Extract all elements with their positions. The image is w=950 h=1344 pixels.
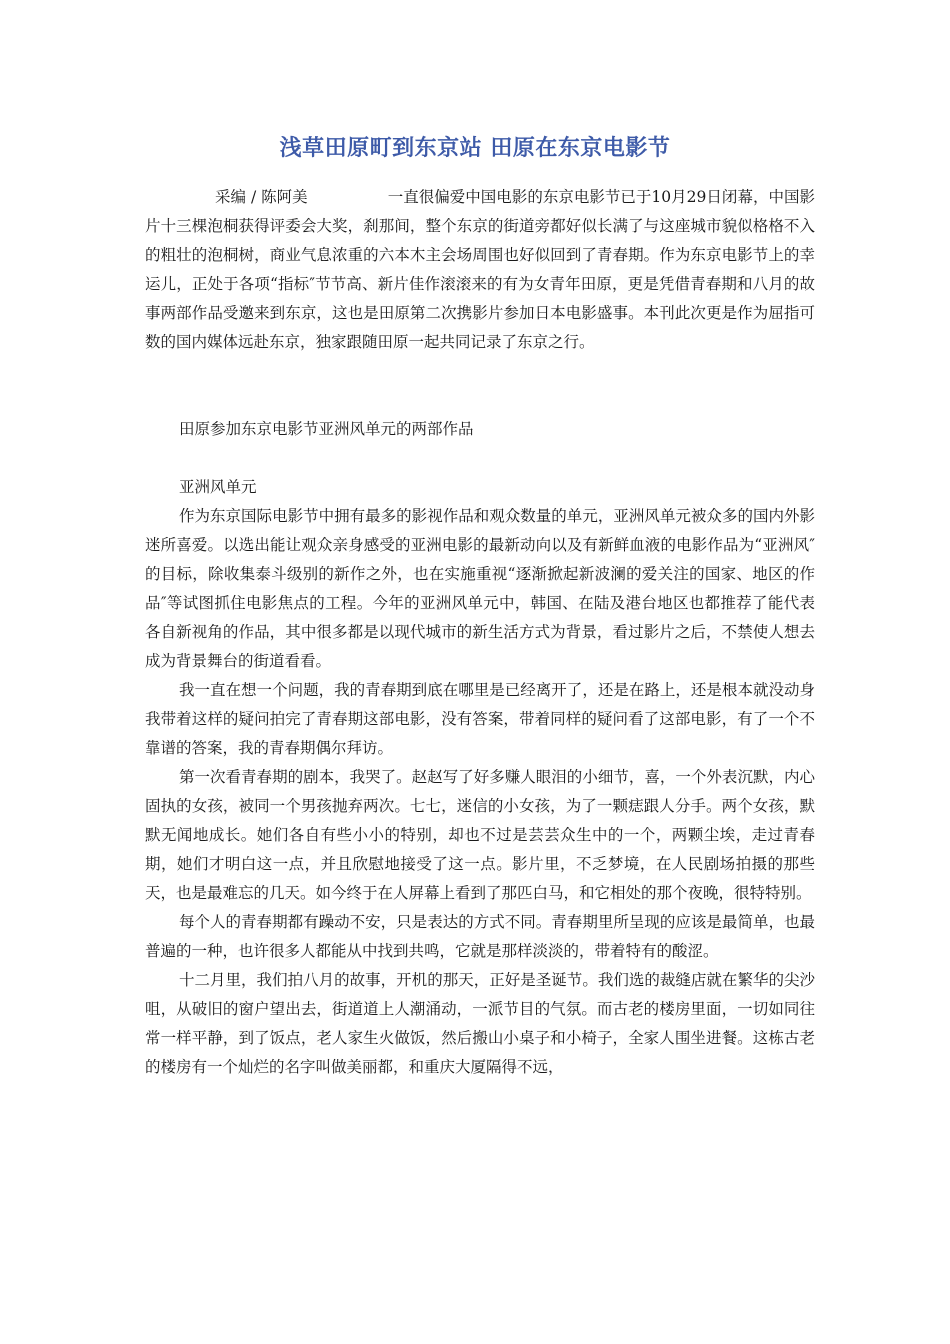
body-paragraph: 每个人的青春期都有躁动不安，只是表达的方式不同。青春期里所呈现的应该是最简单，也最普遍的一种，也许很多人都能从中找到共鸣，它就是那样淡淡的，带着特有的酸涩。 bbox=[145, 913, 815, 960]
intro-text: 一直很偏爱中国电影的东京电影节已于10月29日闭幕，中国影片十三棵泡桐获得评委会大奖，刹那间，整个东京的街道旁都好似长满了与这座城市貌似格格不入的粗壮的泡桐树，商业气息浓重的六本木主会场周围也好似回到了青春期。作为东京电影节上的幸运儿，正处于各项“指标″节节高、新片佳作滚滚来的有为女青年田原，更是凭借青春期和八月的故事两部作品受邀来到东京，这也是田原第二次携影片参加日本电影盛事。本刊此次更是作为屈指可数的国内媒体远赴东京，独家跟随田原一起共同记录了东京之行。 bbox=[145, 188, 816, 351]
body-paragraph: 第一次看青春期的剧本，我哭了。赵赵写了好多赚人眼泪的小细节，喜，一个外表沉默，内心固执的女孩，被同一个男孩抛弃两次。七七，迷信的小女孩，为了一颗痣跟人分手。两个女孩，默默无闻地成长。她们各自有些小小的特别，却也不过是芸芸众生中的一个，两颗尘埃，走过青春期，她们才明白这一点，并且欣慰地接受了这一点。影片里，不乏梦境，在人民剧场拍摄的那些天，也是最难忘的几天。如今终于在人屏幕上看到了那匹白马，和它相处的那个夜晚，很特特别。 bbox=[145, 768, 815, 902]
spacer bbox=[145, 357, 815, 415]
byline: 采编 / 陈阿美 bbox=[215, 188, 308, 206]
body-paragraph: 我一直在想一个问题，我的青春期到底在哪里是已经离开了，还是在路上，还是根本就没动身我带着这样的疑问拍完了青春期这部电影，没有答案，带着同样的疑问看了这部电影，有了一个不靠谱的答案，我的青春期偶尔拜访。 bbox=[145, 681, 815, 757]
subsection-heading: 亚洲风单元 bbox=[179, 478, 257, 496]
spacer bbox=[145, 444, 815, 473]
body-paragraph: 十二月里，我们拍八月的故事，开机的那天，正好是圣诞节。我们选的裁缝店就在繁华的尖沙咀，从破旧的窗户望出去，街道道上人潮涌动，一派节目的气氛。而古老的楼房里面，一切如同往常一样平静，到了饭点，老人家生火做饭，然后搬山小桌子和小椅子，全家人围坐进餐。这栋古老的楼房有一个灿烂的名字叫做美丽都，和重庆大厦隔得不远， bbox=[145, 971, 815, 1076]
intro-paragraph bbox=[145, 183, 815, 357]
article-title: 浅草田原町到东京站 田原在东京电影节 bbox=[279, 136, 671, 161]
section-heading: 田原参加东京电影节亚洲风单元的两部作品 bbox=[179, 420, 474, 438]
article-body bbox=[145, 183, 815, 1082]
body-paragraph: 作为东京国际电影节中拥有最多的影视作品和观众数量的单元，亚洲风单元被众多的国内外影迷所喜爱。以选出能让观众亲身感受的亚洲电影的最新动向以及有新鲜血液的电影作品为“亚洲风″的目标，除收集泰斗级别的新作之外，也在实施重视“逐渐掀起新波澜的爱关注的国家、地区的作品″等试图抓住电影焦点的工程。今年的亚洲风单元中，韩国、在陆及港台地区也都推荐了能代表各自新视角的作品，其中很多都是以现代城市的新生活方式为背景，看过影片之后，不禁使人想去成为背景舞台的街道看看。 bbox=[145, 507, 815, 670]
